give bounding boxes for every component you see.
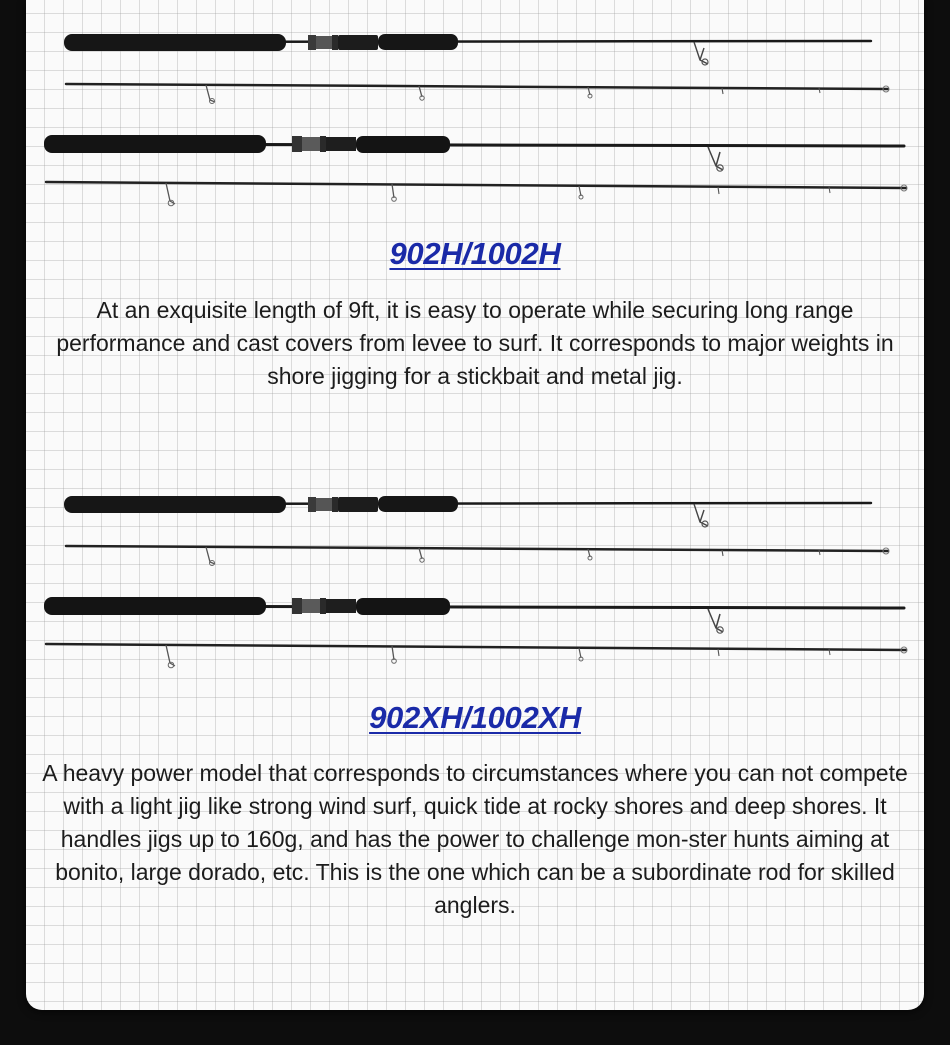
- rod-tip-section: [66, 546, 889, 566]
- rod-butt-section: [44, 597, 904, 633]
- model-title: 902H/1002H: [389, 236, 561, 271]
- fishing-rods-photo: [26, 26, 924, 216]
- rod-tip-section: [46, 182, 907, 206]
- rod-image-group: [26, 488, 924, 678]
- model-description: At an exquisite length of 9ft, it is easy to operate while securing long range performance and cast covers from levee to surf. It corresponds to major weights in shore jigging for a stickbait and metal jig.: [56, 297, 894, 389]
- rod-tip-section: [66, 84, 889, 104]
- fishing-rods-photo: [26, 488, 924, 678]
- rod-butt-section: [64, 34, 871, 65]
- rod-butt-section: [64, 496, 871, 527]
- model-description: A heavy power model that corresponds to circumstances where you can not compete with a light jig like strong wind surf, quick tide at rocky shores and deep shores. It handles jigs up to 160g, and has the power to challenge mon-ster hunts aiming at bonito, large dorado, etc. This is the one which can be a subordinate rod for skilled anglers.: [42, 760, 908, 918]
- rod-tip-section: [46, 644, 907, 668]
- product-card: [26, 0, 924, 1010]
- model-title: 902XH/1002XH: [369, 700, 581, 735]
- rod-butt-section: [44, 135, 904, 171]
- rod-image-group: [26, 26, 924, 216]
